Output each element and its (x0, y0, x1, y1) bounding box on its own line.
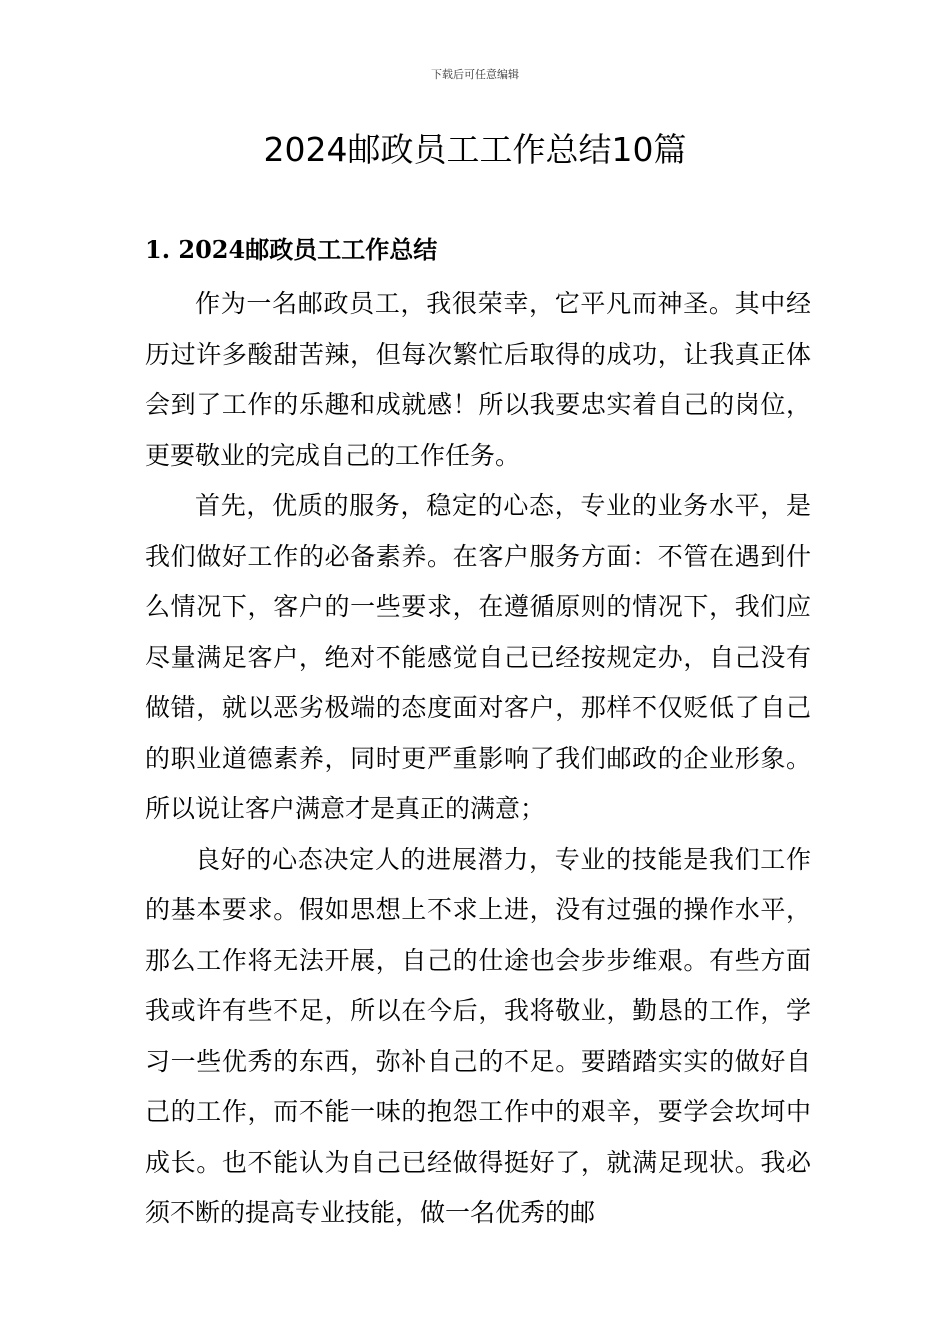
body-text (145, 279, 811, 1239)
paragraph: 作为一名邮政员工，我很荣幸，它平凡而神圣。其中经历过许多酸甜苦辣，但每次繁忙后取得的成功，让我真正体会到了工作的乐趣和成就感！所以我要忠实着自己的岗位，更要敬业的完成自己的工作任务。 (145, 289, 811, 470)
paragraph: 首先，优质的服务，稳定的心态，专业的业务水平，是我们做好工作的必备素养。在客户服务方面：不管在遇到什么情况下，客户的一些要求，在遵循原则的情况下，我们应尽量满足客户，绝对不能感觉自己已经按规定办，自己没有做错，就以恶劣极端的态度面对客户，那样不仅贬低了自己的职业道德素养，同时更严重影响了我们邮政的企业形象。所以说让客户满意才是真正的满意； (145, 491, 811, 823)
section-heading: 1. 2024邮政员工工作总结 (145, 235, 438, 264)
paragraph: 良好的心态决定人的进展潜力，专业的技能是我们工作的基本要求。假如思想上不求上进，没有过强的操作水平，那么工作将无法开展，自己的仕途也会步步维艰。有些方面我或许有些不足，所以在今后，我将敬业，勤恳的工作，学习一些优秀的东西，弥补自己的不足。要踏踏实实的做好自己的工作，而不能一味的抱怨工作中的艰辛，要学会坎坷中成长。也不能认为自己已经做得挺好了，就满足现状。我必须不断的提高专业技能，做一名优秀的邮 (145, 844, 811, 1227)
header-note: 下载后可任意编辑 (431, 68, 519, 81)
document-title: 2024邮政员工工作总结10篇 (263, 130, 687, 169)
